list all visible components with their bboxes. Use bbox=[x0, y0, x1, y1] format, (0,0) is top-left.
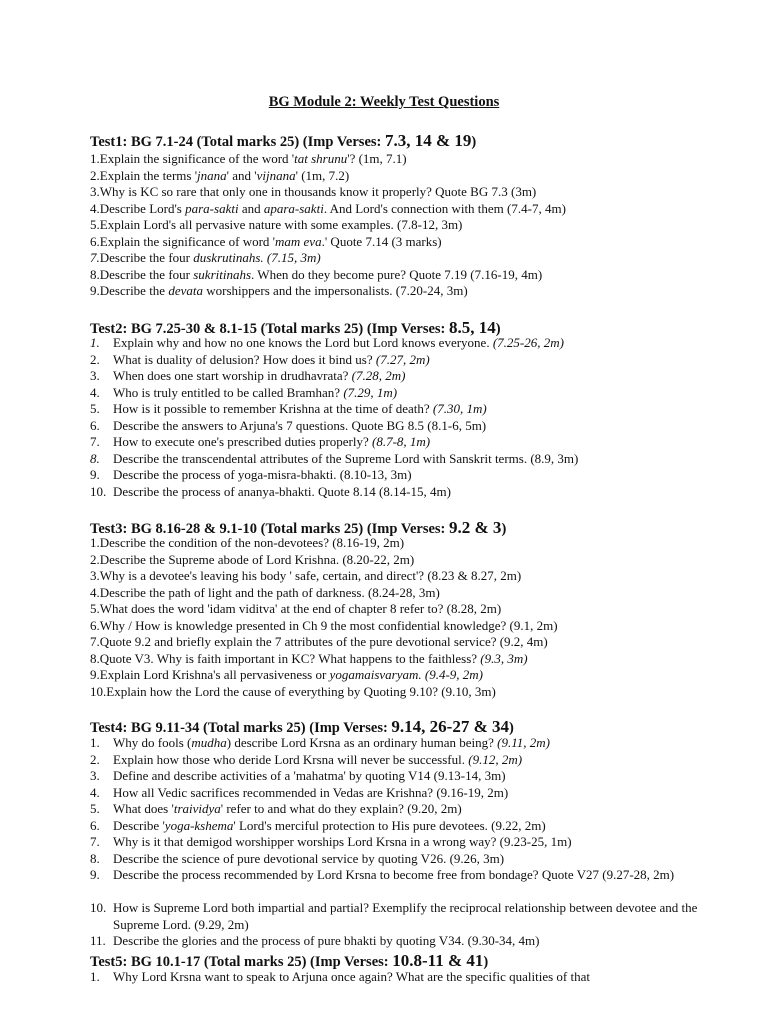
test-heading-text: Test2: BG 7.25-30 & 8.1-15 (Total marks 25) (Imp Verses: bbox=[90, 321, 450, 337]
question-number: 5. bbox=[90, 217, 100, 232]
question-text: Explain Lord Krishna's all pervasiveness or bbox=[99, 667, 330, 682]
question-number: 10. bbox=[90, 483, 107, 499]
question-text: tat shrunu bbox=[294, 151, 348, 166]
test-heading bbox=[90, 951, 488, 971]
question-item bbox=[90, 385, 680, 402]
question-item bbox=[90, 184, 680, 201]
question-text: Describe the process of yoga-misra-bhakti. (8.10-13, 3m) bbox=[113, 467, 412, 482]
question-item bbox=[90, 818, 680, 835]
question-number: 4. bbox=[90, 584, 100, 600]
question-number: 1. bbox=[90, 335, 100, 350]
question-number: 5. bbox=[90, 801, 100, 816]
test-heading-text: Test5: BG 10.1-17 (Total marks 25) (Imp Verses: bbox=[90, 954, 393, 970]
question-text: Explain why and how no one knows the Lord but Lord knows everyone. bbox=[113, 335, 493, 350]
question-text: (8.7-8, 1m) bbox=[372, 434, 431, 449]
question-text: (7.29, 1m) bbox=[343, 384, 398, 400]
question-text: Why is a devotee's leaving his body ' safe, certain, and direct'? (8.23 & 8.27, 2m) bbox=[99, 568, 522, 583]
question-number: 6. bbox=[90, 233, 100, 249]
question-number: 6. bbox=[90, 417, 100, 433]
question-number: 9. bbox=[90, 867, 100, 882]
question-text: (9.3, 3m) bbox=[480, 650, 528, 666]
question-text: mudha bbox=[191, 735, 227, 750]
question-text: Describe ' bbox=[113, 817, 165, 833]
question-number: 2. bbox=[90, 751, 100, 767]
question-item bbox=[90, 768, 680, 785]
question-number: 8. bbox=[90, 650, 100, 666]
question-text: .' Quote 7.14 (3 marks) bbox=[321, 233, 442, 249]
question-item bbox=[90, 434, 680, 451]
question-text: Describe the science of pure devotional service by quoting V26. (9.26, 3m) bbox=[113, 850, 505, 866]
question-item bbox=[90, 969, 680, 986]
question-item bbox=[90, 568, 680, 585]
question-text: (7.28, 2m) bbox=[351, 368, 406, 383]
question-text: Why Lord Krsna want to speak to Arjuna once again? What are the specific qualities of that bbox=[113, 969, 590, 984]
question-item bbox=[90, 667, 680, 684]
question-text: Describe the answers to Arjuna's 7 questions. Quote BG 8.5 (8.1-6, 5m) bbox=[113, 417, 487, 433]
question-item bbox=[90, 267, 680, 284]
question-text: Why / How is knowledge presented in Ch 9 the most confidential knowledge? (9.1, 2m) bbox=[99, 617, 558, 633]
question-number: 3. bbox=[90, 368, 100, 383]
question-text: Explain Lord's all pervasive nature with some examples. (7.8-12, 3m) bbox=[99, 217, 463, 232]
question-item bbox=[90, 283, 680, 300]
test-heading-text: Test3: BG 8.16-28 & 9.1-10 (Total marks 25) (Imp Verses: bbox=[90, 521, 450, 537]
question-item bbox=[90, 368, 680, 385]
question-text: yogamaisvaryam. (9.4-9, 2m) bbox=[329, 667, 483, 682]
question-number: 2. bbox=[90, 551, 100, 567]
question-number: 3. bbox=[90, 568, 100, 583]
question-item bbox=[90, 352, 680, 369]
question-item bbox=[90, 451, 680, 468]
question-item bbox=[90, 484, 680, 501]
question-text: Describe the glories and the process of pure bhakti by quoting V34. (9.30-34, 4m) bbox=[113, 933, 540, 948]
test-heading bbox=[90, 717, 514, 737]
question-text: worshippers and the impersonalists. (7.20-24, 3m) bbox=[203, 283, 468, 298]
question-item bbox=[90, 735, 680, 752]
question-number: 4. bbox=[90, 200, 100, 216]
question-number: 8. bbox=[90, 850, 100, 866]
question-text: Describe the four bbox=[99, 266, 194, 282]
question-text: Define and describe activities of a 'mahatma' by quoting V14 (9.13-14, 3m) bbox=[113, 768, 506, 783]
question-item bbox=[90, 851, 680, 868]
question-item bbox=[90, 651, 680, 668]
question-text: sukritinahs bbox=[193, 266, 252, 282]
question-text: ) describe Lord Krsna as an ordinary human being? bbox=[226, 735, 498, 750]
question-number: 9. bbox=[90, 283, 100, 298]
question-text: and bbox=[238, 200, 264, 216]
question-item bbox=[90, 634, 680, 651]
test-heading-text: Test4: BG 9.11-34 (Total marks 25) (Imp Verses: bbox=[90, 720, 392, 736]
question-text: Describe Lord's bbox=[99, 200, 186, 216]
question-text: Explain how those who deride Lord Krsna will never be successful. bbox=[113, 751, 469, 767]
question-number: 2. bbox=[90, 351, 100, 367]
question-item bbox=[90, 801, 680, 818]
question-number: 10. bbox=[90, 900, 107, 915]
question-number: 7. bbox=[90, 434, 100, 449]
question-text: (9.11, 2m) bbox=[497, 735, 550, 750]
question-number: 1. bbox=[90, 535, 100, 550]
question-item bbox=[90, 151, 680, 168]
question-text: (9.12, 2m) bbox=[468, 751, 523, 767]
test-heading-close: ) bbox=[471, 134, 477, 150]
question-item bbox=[90, 585, 680, 602]
question-text: (7.25-26, 2m) bbox=[492, 335, 564, 350]
question-text: (7.30, 1m) bbox=[432, 401, 487, 416]
question-number: 8. bbox=[90, 450, 100, 466]
question-text: Describe the process of ananya-bhakti. Quote 8.14 (8.14-15, 4m) bbox=[113, 483, 451, 499]
question-text: Who is truly entitled to be called Bramhan? bbox=[113, 384, 344, 400]
imp-verses: 9.14, 26-27 & 34 bbox=[391, 717, 509, 736]
question-item bbox=[90, 834, 680, 851]
question-text: What is duality of delusion? How does it bind us? bbox=[113, 351, 376, 367]
question-text: How is it possible to remember Krishna at the time of death? bbox=[113, 401, 433, 416]
imp-verses: 9.2 & 3 bbox=[449, 518, 502, 537]
imp-verses: 7.3, 14 & 19 bbox=[384, 131, 472, 150]
question-text: Quote 9.2 and briefly explain the 7 attributes of the pure devotional service? (9.2, 4m) bbox=[99, 634, 548, 649]
question-item bbox=[90, 900, 703, 933]
test-heading-close: ) bbox=[501, 521, 507, 537]
question-text: How is Supreme Lord both impartial and partial? Exemplify the reciprocal relationship between devotee and the Supreme Lord. (9.29, 2m) bbox=[113, 900, 698, 932]
question-item bbox=[90, 168, 680, 185]
question-number: 5. bbox=[90, 401, 100, 416]
question-text: ' Lord's merciful protection to His pure devotees. (9.22, 2m) bbox=[233, 817, 546, 833]
question-text: . And Lord's connection with them (7.4-7, 4m) bbox=[323, 200, 566, 216]
question-text: What does the word 'idam viditva' at the end of chapter 8 refer to? (8.28, 2m) bbox=[99, 601, 502, 616]
question-number: 4. bbox=[90, 384, 100, 400]
question-text: ' and ' bbox=[226, 167, 257, 183]
question-number: 3. bbox=[90, 184, 100, 199]
question-text: '? (1m, 7.1) bbox=[347, 151, 407, 166]
question-item bbox=[90, 933, 680, 950]
question-number: 1. bbox=[90, 969, 100, 984]
question-text: mam eva bbox=[275, 233, 322, 249]
question-number: 7. bbox=[90, 834, 100, 849]
question-number: 3. bbox=[90, 768, 100, 783]
question-text: Explain the terms ' bbox=[99, 167, 198, 183]
question-text: Describe the four bbox=[99, 250, 194, 265]
question-number: 1. bbox=[90, 735, 100, 750]
question-text: (7.27, 2m) bbox=[375, 351, 430, 367]
question-item bbox=[90, 234, 680, 251]
question-number: 6. bbox=[90, 617, 100, 633]
question-number: 5. bbox=[90, 601, 100, 616]
question-text: ' (1m, 7.2) bbox=[295, 167, 350, 183]
question-text: Why is it that demigod worshipper worships Lord Krsna in a wrong way? (9.23-25, 1m) bbox=[113, 834, 572, 849]
question-number: 4. bbox=[90, 784, 100, 800]
question-item bbox=[90, 785, 680, 802]
question-text: Describe the path of light and the path of darkness. (8.24-28, 3m) bbox=[99, 584, 440, 600]
question-item bbox=[90, 401, 680, 418]
question-text: Explain the significance of the word ' bbox=[99, 151, 295, 166]
question-text: ' refer to and what do they explain? (9.20, 2m) bbox=[220, 801, 462, 816]
question-number: 11. bbox=[90, 933, 106, 948]
page-title: BG Module 2: Weekly Test Questions bbox=[268, 94, 500, 110]
question-text: How all Vedic sacrifices recommended in Vedas are Krishna? (9.16-19, 2m) bbox=[113, 784, 509, 800]
question-item bbox=[90, 250, 680, 267]
question-text: Describe the Supreme abode of Lord Krishna. (8.20-22, 2m) bbox=[99, 551, 415, 567]
question-text: Quote V3. Why is faith important in KC? What happens to the faithless? bbox=[99, 650, 481, 666]
imp-verses: 8.5, 14 bbox=[449, 318, 496, 337]
question-text: Explain how the Lord the cause of everything by Quoting 9.10? (9.10, 3m) bbox=[106, 683, 496, 699]
test-heading-close: ) bbox=[495, 321, 501, 337]
question-text: jnana bbox=[197, 167, 227, 183]
imp-verses: 10.8-11 & 41 bbox=[392, 951, 484, 970]
question-text: traividya bbox=[173, 801, 221, 816]
question-text: vijnana bbox=[256, 167, 296, 183]
test-heading bbox=[90, 131, 476, 151]
question-text: Why do fools ( bbox=[113, 735, 192, 750]
question-text: Describe the condition of the non-devotees? (8.16-19, 2m) bbox=[99, 535, 405, 550]
question-number: 8. bbox=[90, 266, 100, 282]
question-item bbox=[90, 418, 680, 435]
question-item bbox=[90, 535, 680, 552]
question-item bbox=[90, 684, 680, 701]
question-number: 9. bbox=[90, 667, 100, 682]
question-item bbox=[90, 467, 680, 484]
question-item bbox=[90, 752, 680, 769]
question-text: What does ' bbox=[113, 801, 174, 816]
question-text: . When do they become pure? Quote 7.19 (7.16-19, 4m) bbox=[251, 266, 543, 282]
question-item bbox=[90, 601, 680, 618]
question-item bbox=[90, 552, 680, 569]
question-item bbox=[90, 867, 703, 884]
question-item bbox=[90, 217, 680, 234]
question-item bbox=[90, 335, 680, 352]
question-text: yoga-kshema bbox=[164, 817, 234, 833]
question-text: apara-sakti bbox=[263, 200, 324, 216]
test-heading-close: ) bbox=[483, 954, 489, 970]
question-item bbox=[90, 618, 680, 635]
question-number: 10. bbox=[90, 683, 107, 699]
question-number: 7. bbox=[90, 250, 100, 265]
question-text: How to execute one's prescribed duties properly? bbox=[113, 434, 373, 449]
question-number: 9. bbox=[90, 467, 100, 482]
question-text: duskrutinahs. (7.15, 3m) bbox=[193, 250, 321, 265]
question-number: 1. bbox=[90, 151, 100, 166]
question-text: Describe the process recommended by Lord Krsna to become free from bondage? Quote V27 (9.27-28, 2m) bbox=[113, 867, 675, 882]
question-text: Explain the significance of word ' bbox=[99, 233, 276, 249]
question-text: Why is KC so rare that only one in thousands know it properly? Quote BG 7.3 (3m) bbox=[99, 184, 537, 199]
question-text: Describe the bbox=[99, 283, 169, 298]
test-heading-close: ) bbox=[509, 720, 514, 736]
question-number: 6. bbox=[90, 817, 100, 833]
question-item bbox=[90, 201, 680, 218]
question-number: 7. bbox=[90, 634, 100, 649]
question-text: para-sakti bbox=[185, 200, 239, 216]
question-text: Describe the transcendental attributes of the Supreme Lord with Sanskrit terms. (8.9, 3m) bbox=[113, 450, 579, 466]
question-number: 2. bbox=[90, 167, 100, 183]
question-text: When does one start worship in drudhavrata? bbox=[113, 368, 352, 383]
question-text: devata bbox=[168, 283, 203, 298]
test-heading-text: Test1: BG 7.1-24 (Total marks 25) (Imp Verses: bbox=[90, 134, 385, 150]
